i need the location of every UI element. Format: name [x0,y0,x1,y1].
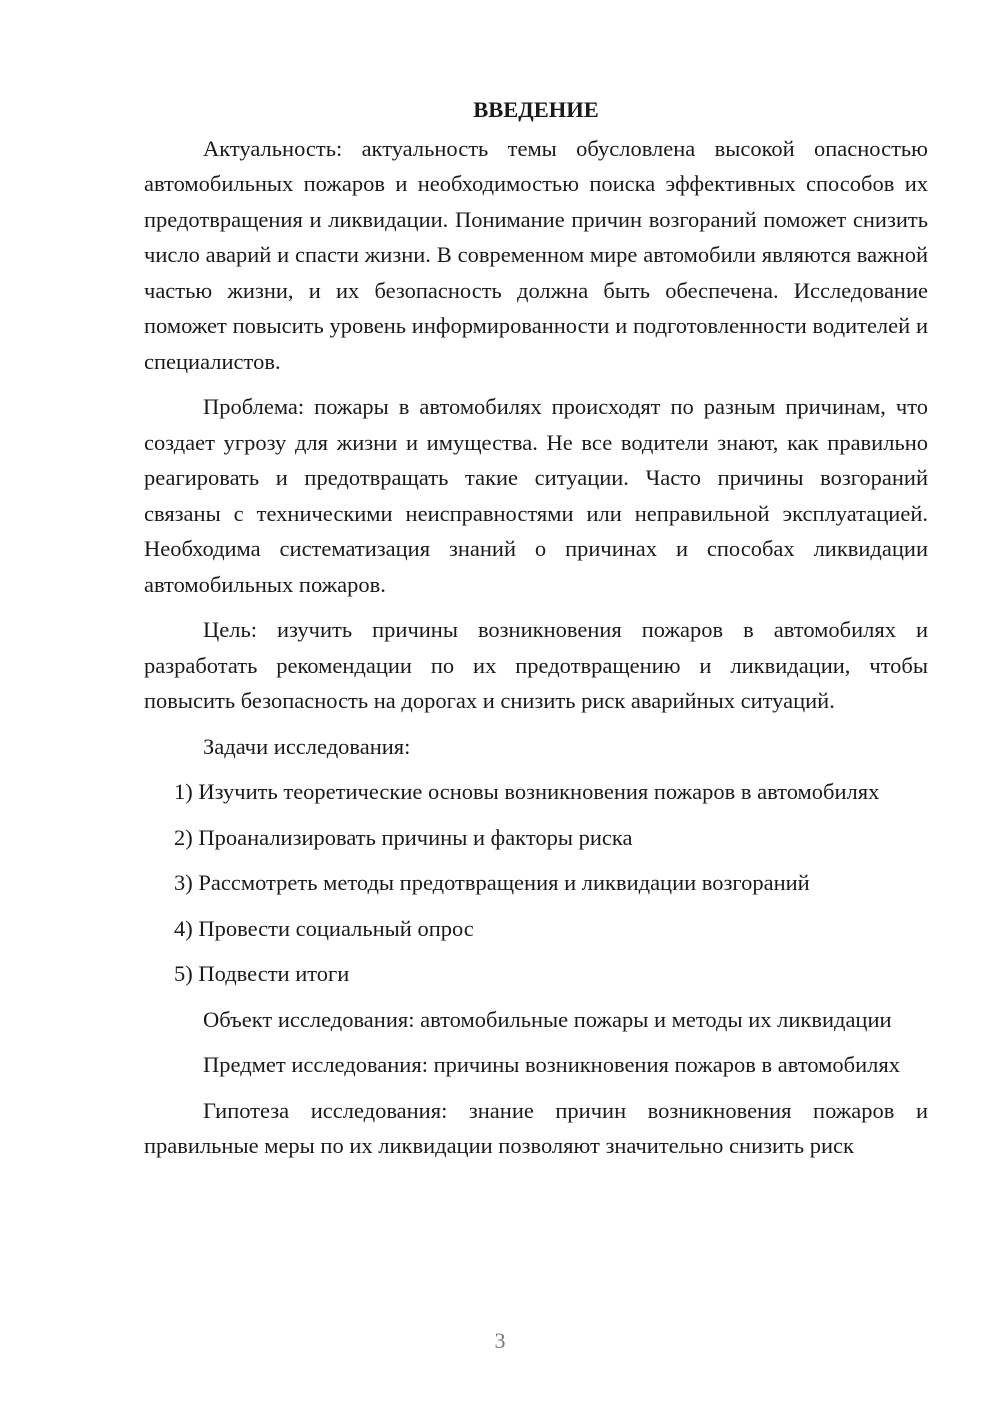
page-content [144,92,928,1174]
page-number: 3 [494,1328,506,1353]
task-item-5: 5) Подвести итоги [174,961,350,986]
paragraph-object: Объект исследования: автомобильные пожары и методы их ликвидации [203,1006,892,1032]
paragraph-problem: Проблема: пожары в автомобилях происходят по разным причинам, что создает угрозу для жизни и имущества. Не все водители знают, как правильно реагировать и предотвращать такие ситуации. Часто причины возгораний связаны с техническими неисправностями или неправильной эксплуатацией. Необходима систематизация знаний о причинах и способах ликвидации автомобильных пожаров. [144,394,928,597]
paragraph-hypothesis: Гипотеза исследования: знание причин возникновения пожаров и правильные меры по их ликвидации позволяют значительно снизить риск [144,1097,928,1158]
paragraph-subject: Предмет исследования: причины возникновения пожаров в автомобилях [203,1052,900,1077]
tasks-title: Задачи исследования: [203,733,411,759]
paragraph-goal: Цель: изучить причины возникновения пожаров в автомобилях и разработать рекомендации по их предотвращению и ликвидации, чтобы повысить безопасность на дорогах и снизить риск аварийных ситуаций. [144,617,928,713]
task-item-1: 1) Изучить теоретические основы возникновения пожаров в автомобилях [174,779,880,804]
section-heading: ВВЕДЕНИЕ [473,97,599,122]
task-item-2: 2) Проанализировать причины и факторы риска [174,824,633,850]
task-item-3: 3) Рассмотреть методы предотвращения и ликвидации возгораний [174,870,810,895]
paragraph-relevance: Актуальность: актуальность темы обусловлена высокой опасностью автомобильных пожаров и необходимостью поиска эффективных способов их предотвращения и ликвидации. Понимание причин возгораний поможет снизить число аварий и спасти жизни. В современном мире автомобили являются важной частью жизни, и их безопасность должна быть обеспечена. Исследование поможет повысить уровень информированности и подготовленности водителей и специалистов. [144,135,928,374]
task-item-4: 4) Провести социальный опрос [174,915,474,941]
